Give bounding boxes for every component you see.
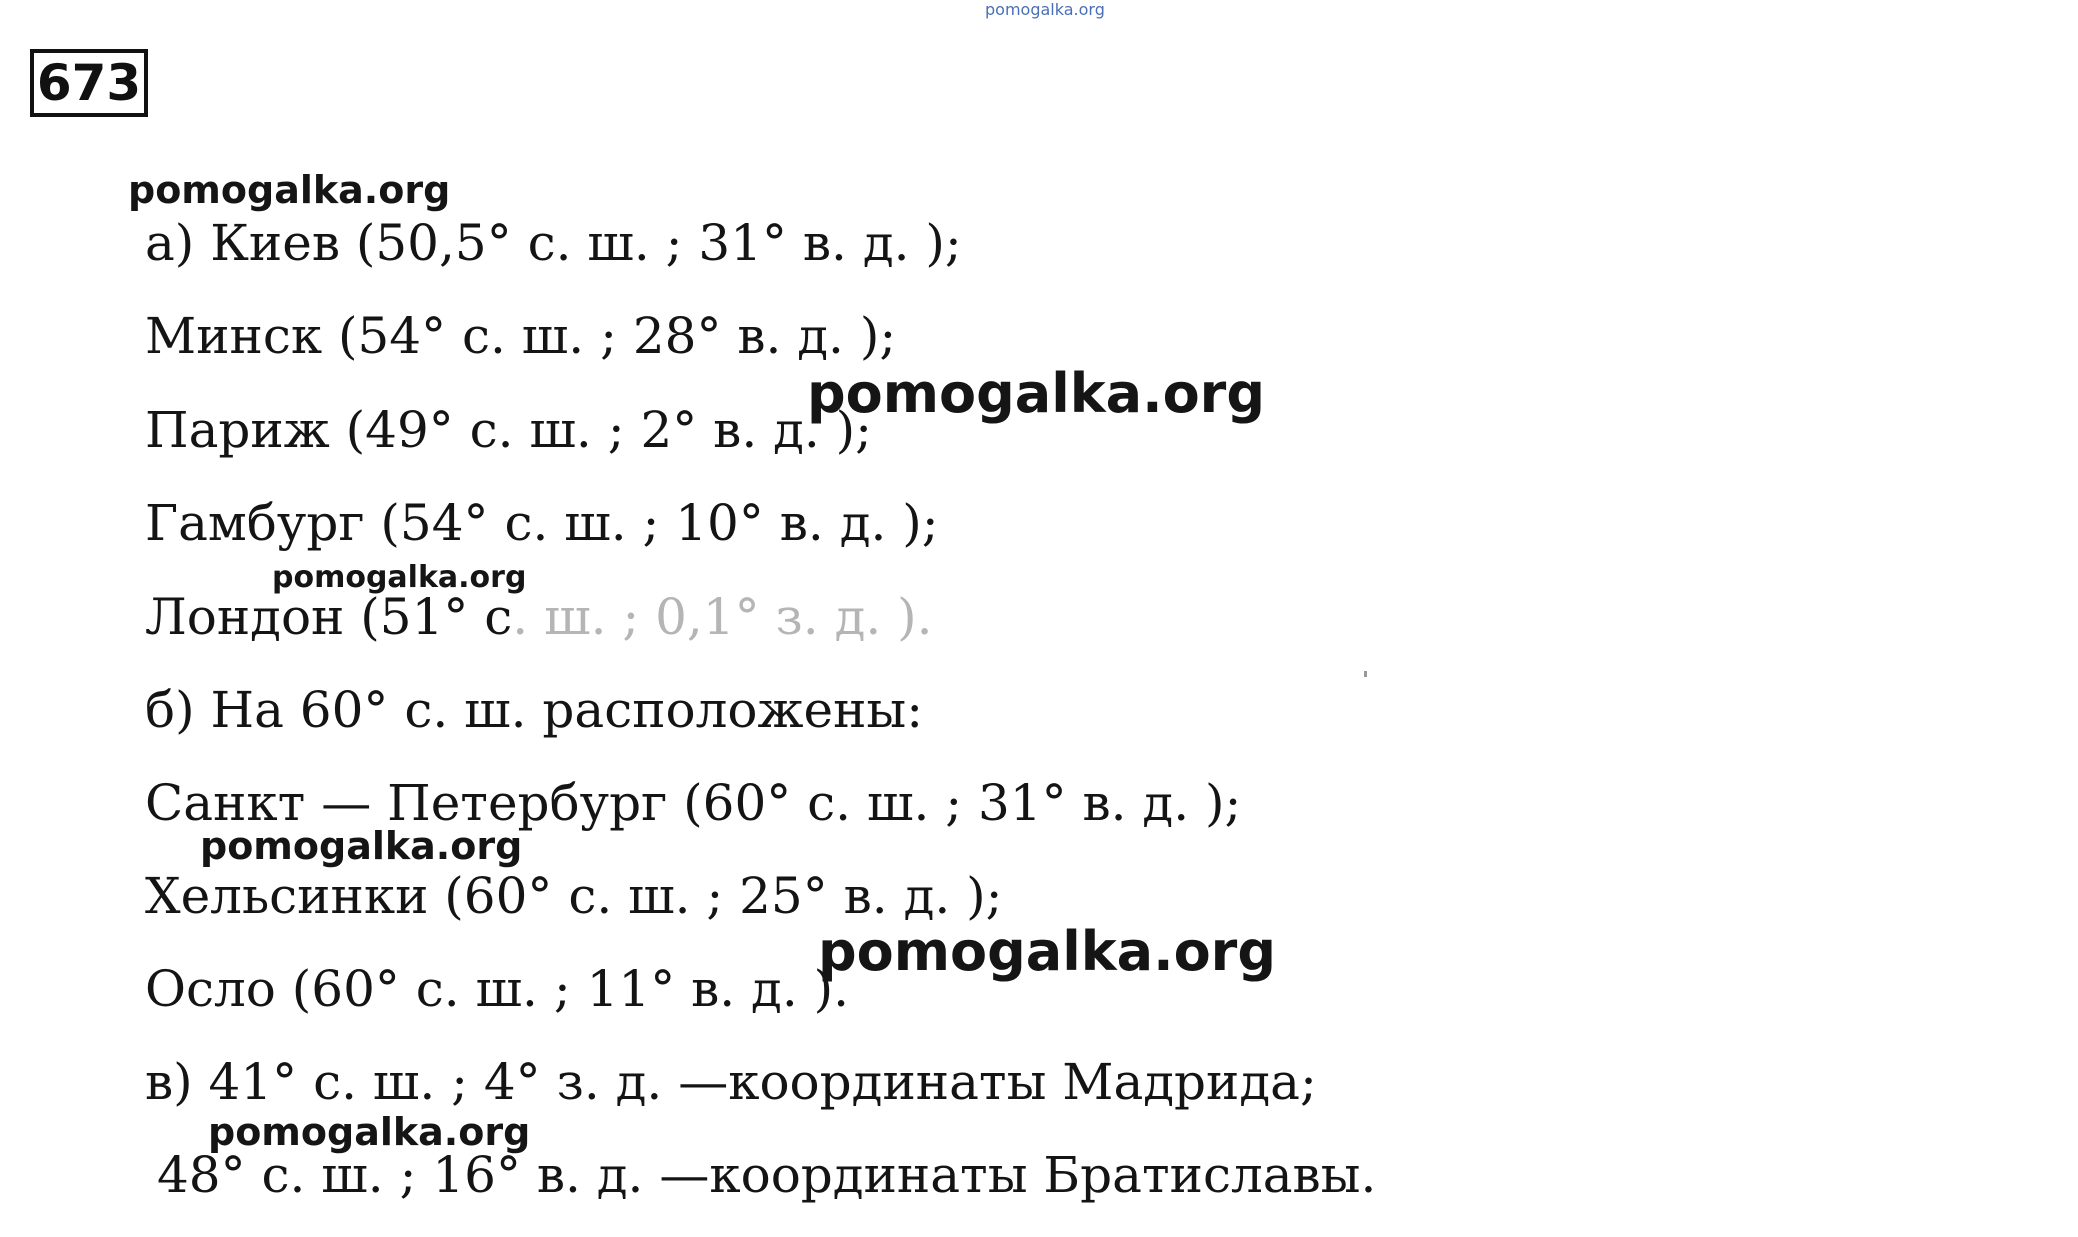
watermark-text: pomogalka.org: [200, 824, 523, 868]
answer-line-oslo: Осло (60° с. ш. ; 11° в. д. ).: [145, 960, 850, 1018]
watermark-text: pomogalka.org: [272, 560, 527, 595]
answer-line-madrid: в) 41° с. ш. ; 4° з. д. —координаты Мадрида;: [145, 1053, 1317, 1111]
header-watermark: pomogalka.org: [985, 0, 1105, 19]
london-faded-text: . ш. ; 0,1° з. д. ).: [512, 588, 933, 646]
stray-mark: [1364, 671, 1367, 677]
watermark-text: pomogalka.org: [208, 1110, 531, 1154]
answer-line-helsinki: Хельсинки (60° с. ш. ; 25° в. д. );: [145, 867, 1003, 925]
answer-line-bratislava: 48° с. ш. ; 16° в. д. —координаты Братиславы.: [157, 1146, 1377, 1204]
watermark-text: pomogalka.org: [818, 920, 1276, 983]
answer-line-kiev: а) Киев (50,5° с. ш. ; 31° в. д. );: [145, 214, 962, 272]
watermark-text: pomogalka.org: [128, 168, 451, 212]
watermark-text: pomogalka.org: [807, 362, 1265, 425]
answer-line-minsk: Минск (54° с. ш. ; 28° в. д. );: [145, 307, 897, 365]
answer-line-london: [145, 587, 933, 647]
london-text: Лондон (51° с: [145, 588, 513, 646]
answer-line-paris: Париж (49° с. ш. ; 2° в. д. );: [145, 401, 873, 459]
answer-line-b-intro: б) На 60° с. ш. расположены:: [145, 681, 924, 739]
answer-line-spb: Санкт — Петербург (60° с. ш. ; 31° в. д. );: [145, 774, 1242, 832]
answer-line-hamburg: Гамбург (54° с. ш. ; 10° в. д. );: [145, 494, 939, 552]
problem-number: 673: [30, 49, 148, 117]
